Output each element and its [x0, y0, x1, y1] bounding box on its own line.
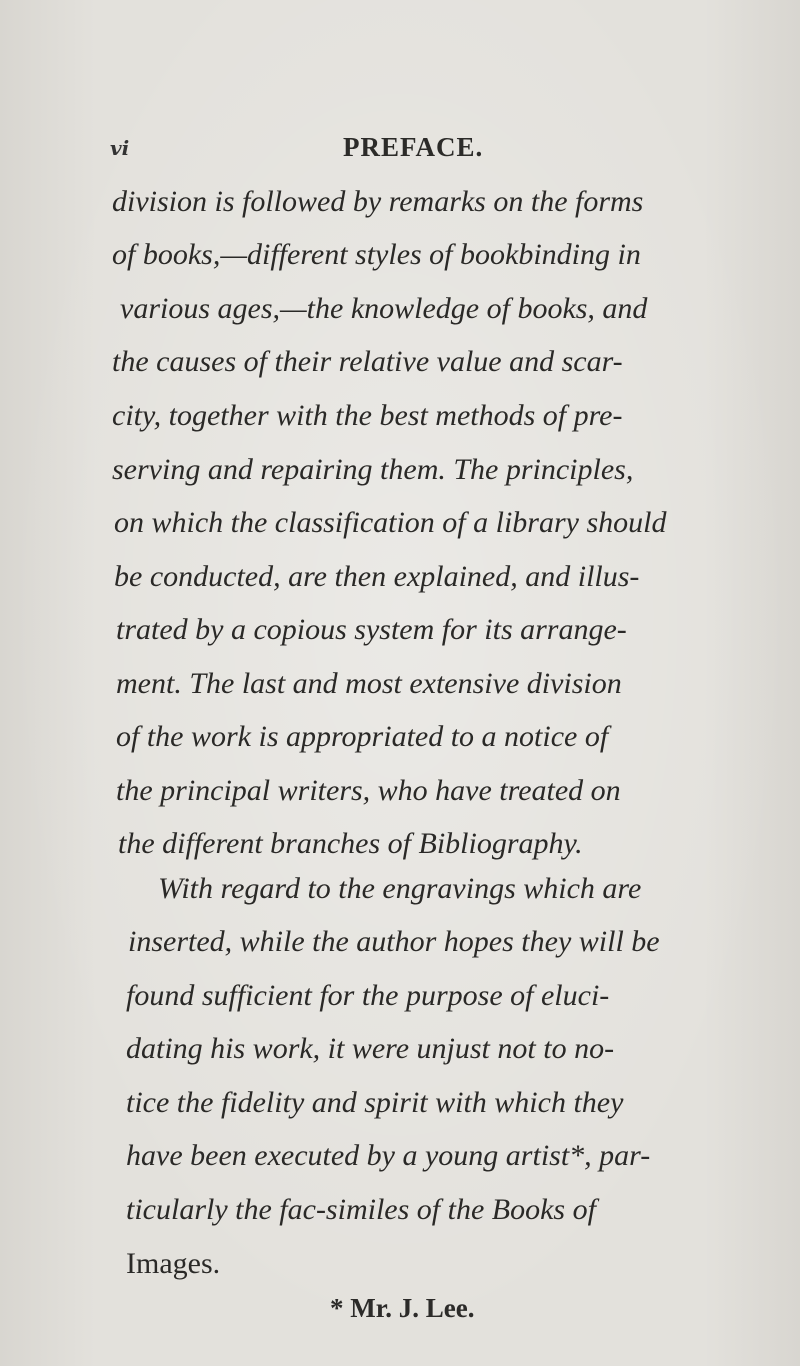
- text-line: of books,—different styles of bookbinding in: [112, 238, 641, 271]
- text-line: serving and repairing them. The principles,: [112, 453, 634, 486]
- page-header: [110, 132, 710, 166]
- text-line: of the work is appropriated to a notice of: [116, 720, 609, 753]
- footnote: * Mr. J. Lee.: [330, 1293, 475, 1323]
- text-line: ment. The last and most extensive division: [116, 667, 622, 700]
- text-line: dating his work, it were unjust not to no-: [126, 1032, 615, 1065]
- page-number: vi: [110, 136, 130, 160]
- text-line: the different branches of Bibliography.: [118, 827, 583, 860]
- text-line: Images.: [126, 1247, 221, 1280]
- text-line: found sufficient for the purpose of eluci-: [126, 979, 610, 1012]
- text-line: the causes of their relative value and scar-: [112, 345, 623, 378]
- text-line: division is followed by remarks on the forms: [112, 185, 644, 218]
- text-line: ticularly the fac-similes of the Books of: [126, 1193, 596, 1226]
- text-line: various ages,—the knowledge of books, and: [120, 292, 648, 325]
- text-line: on which the classification of a library should: [114, 506, 667, 539]
- running-head: PREFACE.: [343, 132, 484, 162]
- text-line: the principal writers, who have treated on: [116, 774, 621, 807]
- text-line: inserted, while the author hopes they will be: [128, 925, 660, 958]
- text-line: be conducted, are then explained, and illus-: [114, 560, 640, 593]
- text-line: With regard to the engravings which are: [158, 872, 642, 905]
- text-line: city, together with the best methods of pre-: [112, 399, 623, 432]
- text-line: trated by a copious system for its arrange-: [116, 613, 627, 646]
- text-line: have been executed by a young artist*, par-: [126, 1139, 651, 1172]
- text-line: tice the fidelity and spirit with which they: [126, 1086, 624, 1119]
